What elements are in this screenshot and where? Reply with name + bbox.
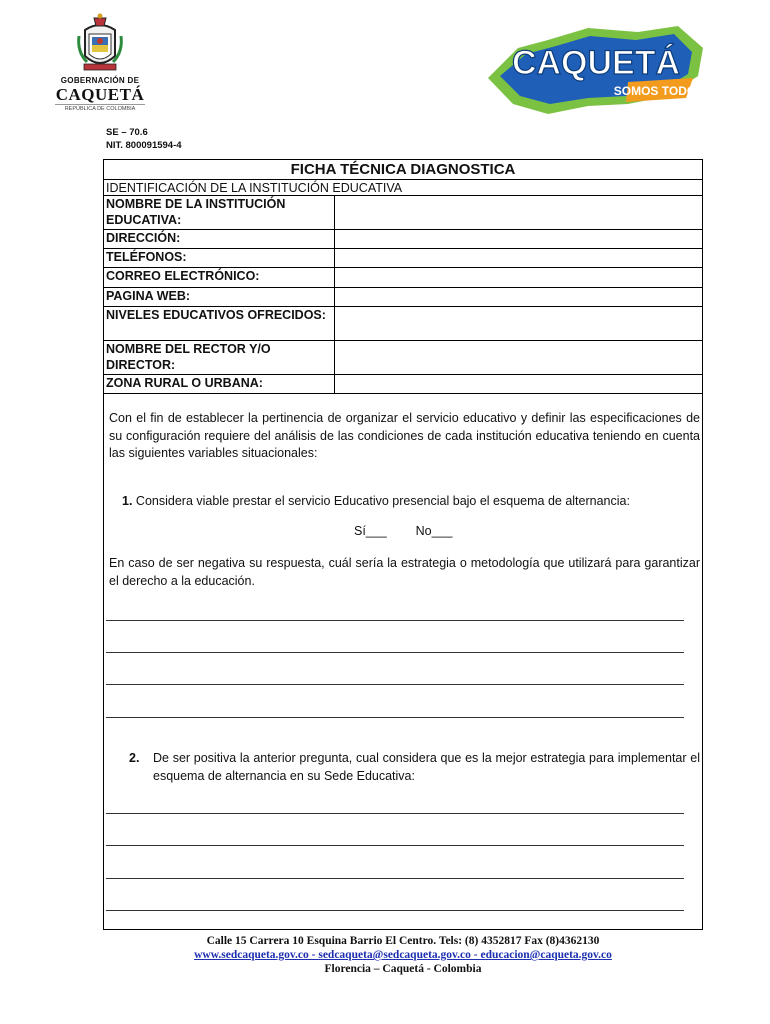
field-value-rector[interactable]: [335, 341, 703, 375]
question-2-number: 2.: [129, 751, 140, 765]
field-value-address[interactable]: [335, 230, 703, 249]
answer-line[interactable]: [106, 845, 684, 846]
field-value-institution-name[interactable]: [335, 196, 703, 230]
field-label: NIVELES EDUCATIVOS OFRECIDOS:: [104, 307, 335, 341]
question-2: [129, 750, 700, 785]
table-row: [104, 249, 703, 268]
field-value-phones[interactable]: [335, 249, 703, 268]
question-2-text: De ser positiva la anterior pregunta, cual considera que es la mejor estrategia para implementar el esquema de alternancia en su Sede Educativa:: [153, 751, 700, 783]
field-label: NOMBRE DE LA INSTITUCIÓN EDUCATIVA:: [104, 196, 335, 230]
field-label: PAGINA WEB:: [104, 288, 335, 307]
question-1: [122, 493, 702, 511]
doc-code: SE – 70.6: [106, 127, 148, 138]
option-yes[interactable]: Sí___: [354, 524, 387, 538]
question-1-followup: En caso de ser negativa su respuesta, cuál sería la estrategia o metodología que utilizará para garantizar el derecho a la educación.: [109, 556, 700, 588]
form-title: FICHA TÉCNICA DIAGNOSTICA: [290, 161, 516, 178]
field-label: CORREO ELECTRÓNICO:: [104, 268, 335, 288]
field-label: DIRECCIÓN:: [104, 230, 335, 249]
table-row: [104, 307, 703, 341]
caqueta-somos-todos-logo: [478, 18, 708, 118]
footer-links[interactable]: www.sedcaqueta.gov.co - sedcaqueta@sedcaqueta.gov.co - educacion@caqueta.gov.co: [194, 949, 612, 961]
form-frame: [103, 159, 703, 930]
answer-line[interactable]: [106, 717, 684, 718]
answer-line[interactable]: [106, 620, 684, 621]
document-code-block: [106, 126, 182, 152]
footer: [103, 934, 703, 976]
answer-line[interactable]: [106, 878, 684, 879]
answer-line[interactable]: [106, 652, 684, 653]
table-row: [104, 375, 703, 394]
coat-of-arms-icon: [75, 12, 125, 76]
gov-label-line3: REPÚBLICA DE COLOMBIA: [55, 104, 145, 112]
option-no[interactable]: No___: [415, 524, 453, 538]
table-row: [104, 341, 703, 375]
footer-city: Florencia – Caquetá - Colombia: [324, 963, 482, 975]
brand-name-text: CAQUETÁ: [511, 44, 681, 82]
table-row: [104, 268, 703, 288]
question-1-options: [354, 523, 554, 541]
brand-tagline-text: SOMOS TODOS: [613, 84, 705, 98]
intro-paragraph: Con el fin de establecer la pertinencia de organizar el servicio educativo y definir las especificaciones de su configuración requiere del análisis de las condiciones de cada institución educativa teniendo en cuenta las siguientes variables situacionales:: [109, 411, 700, 460]
answer-line[interactable]: [106, 910, 684, 911]
field-value-email[interactable]: [335, 268, 703, 288]
field-value-zone[interactable]: [335, 375, 703, 394]
section-title: IDENTIFICACIÓN DE LA INSTITUCIÓN EDUCATIVA: [104, 179, 702, 195]
nit: NIT. 800091594-4: [106, 140, 182, 151]
field-label: NOMBRE DEL RECTOR Y/O DIRECTOR:: [104, 341, 335, 375]
field-value-levels[interactable]: [335, 307, 703, 341]
table-row: [104, 230, 703, 249]
gobernacion-logo: [55, 12, 145, 112]
table-row: [104, 288, 703, 307]
identification-table: [103, 195, 703, 394]
field-label: ZONA RURAL O URBANA:: [104, 375, 335, 394]
field-value-website[interactable]: [335, 288, 703, 307]
question-1-text: Considera viable prestar el servicio Educativo presencial bajo el esquema de alternancia:: [135, 494, 630, 508]
table-row: [104, 196, 703, 230]
field-label: TELÉFONOS:: [104, 249, 335, 268]
gov-label-line1: GOBERNACIÓN DE: [60, 76, 140, 85]
answer-line[interactable]: [106, 813, 684, 814]
answer-line[interactable]: [106, 684, 684, 685]
footer-address: Calle 15 Carrera 10 Esquina Barrio El Centro. Tels: (8) 4352817 Fax (8)4362130: [206, 935, 600, 947]
gov-label-line2: CAQUETÁ: [55, 85, 145, 104]
question-1-number: 1.: [122, 494, 133, 508]
